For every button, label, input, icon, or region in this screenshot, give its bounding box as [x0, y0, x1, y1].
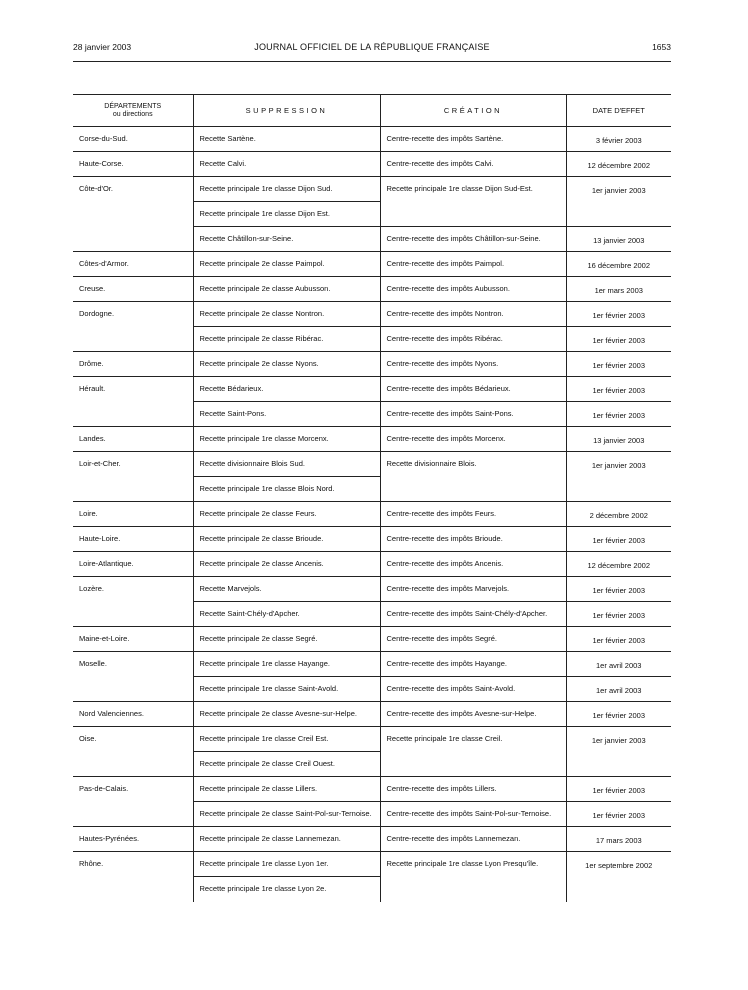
page-header — [73, 42, 671, 56]
departement-cell: Moselle. — [73, 652, 193, 702]
date-effet-cell: 1er février 2003 — [566, 377, 671, 402]
table-header-row — [73, 95, 671, 127]
suppression-cell: Recette principale 2e classe Segré. — [193, 627, 380, 652]
suppression-cell: Recette principale 2e classe Avesne-sur-Helpe. — [193, 702, 380, 727]
column-header-date-effet: DATE D'EFFET — [566, 95, 671, 127]
suppression-cell: Recette principale 1re classe Hayange. — [193, 652, 380, 677]
departement-cell: Dordogne. — [73, 302, 193, 352]
table-row — [73, 277, 671, 302]
departement-cell: Hérault. — [73, 377, 193, 427]
table-row — [73, 302, 671, 327]
suppression-cell: Recette Sartène. — [193, 127, 380, 152]
column-header-suppression: SUPPRESSION — [193, 95, 380, 127]
suppression-cell: Recette principale 2e classe Aubusson. — [193, 277, 380, 302]
table-row — [73, 652, 671, 677]
suppression-cell: Recette principale 1re classe Dijon Sud. — [193, 177, 380, 202]
suppression-cell: Recette principale 1re classe Saint-Avold. — [193, 677, 380, 702]
table-row — [73, 577, 671, 602]
departement-cell: Loire-Atlantique. — [73, 552, 193, 577]
suppression-cell: Recette principale 1re classe Morcenx. — [193, 427, 380, 452]
table-body — [73, 127, 671, 902]
table-row — [73, 727, 671, 752]
decree-table — [73, 94, 671, 902]
date-effet-cell: 12 décembre 2002 — [566, 152, 671, 177]
table-row — [73, 702, 671, 727]
table-row — [73, 252, 671, 277]
creation-cell: Centre-recette des impôts Paimpol. — [380, 252, 566, 277]
suppression-cell: Recette divisionnaire Blois Sud. — [193, 452, 380, 477]
suppression-cell: Recette principale 1re classe Lyon 1er. — [193, 852, 380, 877]
date-effet-cell: 1er février 2003 — [566, 602, 671, 627]
creation-cell: Centre-recette des impôts Ancenis. — [380, 552, 566, 577]
date-effet-cell: 1er février 2003 — [566, 527, 671, 552]
table-row — [73, 427, 671, 452]
date-effet-cell: 12 décembre 2002 — [566, 552, 671, 577]
table-row — [73, 627, 671, 652]
suppression-cell: Recette Calvi. — [193, 152, 380, 177]
suppression-cell: Recette Saint-Pons. — [193, 402, 380, 427]
suppression-cell: Recette principale 2e classe Saint-Pol-sur-Ternoise. — [193, 802, 380, 827]
creation-cell: Centre-recette des impôts Segré. — [380, 627, 566, 652]
table-row — [73, 352, 671, 377]
date-effet-cell: 1er janvier 2003 — [566, 177, 671, 227]
suppression-cell: Recette principale 2e classe Ancenis. — [193, 552, 380, 577]
suppression-cell: Recette principale 2e classe Lillers. — [193, 777, 380, 802]
creation-cell: Recette principale 1re classe Dijon Sud-Est. — [380, 177, 566, 227]
date-effet-cell: 1er mars 2003 — [566, 277, 671, 302]
departement-cell: Hautes-Pyrénées. — [73, 827, 193, 852]
date-effet-cell: 1er février 2003 — [566, 352, 671, 377]
suppression-cell: Recette principale 1re classe Dijon Est. — [193, 202, 380, 227]
column-header-departements-line2: ou directions — [112, 110, 153, 118]
departement-cell: Côte-d'Or. — [73, 177, 193, 252]
date-effet-cell: 1er février 2003 — [566, 327, 671, 352]
date-effet-cell: 1er avril 2003 — [566, 677, 671, 702]
creation-cell: Recette principale 1re classe Lyon Presqu'île. — [380, 852, 566, 902]
date-effet-cell: 3 février 2003 — [566, 127, 671, 152]
creation-cell: Centre-recette des impôts Ribérac. — [380, 327, 566, 352]
suppression-cell: Recette Saint-Chély-d'Apcher. — [193, 602, 380, 627]
creation-cell: Centre-recette des impôts Saint-Pol-sur-Ternoise. — [380, 802, 566, 827]
creation-cell: Centre-recette des impôts Bédarieux. — [380, 377, 566, 402]
suppression-cell: Recette principale 2e classe Nontron. — [193, 302, 380, 327]
suppression-cell: Recette principale 2e classe Ribérac. — [193, 327, 380, 352]
table-row — [73, 527, 671, 552]
creation-cell: Centre-recette des impôts Sartène. — [380, 127, 566, 152]
departement-cell: Lozère. — [73, 577, 193, 627]
table-row — [73, 502, 671, 527]
departement-cell: Creuse. — [73, 277, 193, 302]
date-effet-cell: 1er avril 2003 — [566, 652, 671, 677]
creation-cell: Centre-recette des impôts Saint-Chély-d'Apcher. — [380, 602, 566, 627]
suppression-cell: Recette principale 2e classe Nyons. — [193, 352, 380, 377]
creation-cell: Centre-recette des impôts Aubusson. — [380, 277, 566, 302]
date-effet-cell: 17 mars 2003 — [566, 827, 671, 852]
departement-cell: Corse-du-Sud. — [73, 127, 193, 152]
departement-cell: Côtes-d'Armor. — [73, 252, 193, 277]
date-effet-cell: 1er février 2003 — [566, 777, 671, 802]
departement-cell: Rhône. — [79, 859, 104, 868]
header-rule — [73, 61, 671, 62]
creation-cell: Centre-recette des impôts Lannemezan. — [380, 827, 566, 852]
suppression-cell: Recette principale 2e classe Paimpol. — [193, 252, 380, 277]
creation-cell: Centre-recette des impôts Brioude. — [380, 527, 566, 552]
suppression-cell: Recette principale 1re classe Blois Nord. — [193, 477, 380, 502]
creation-cell: Centre-recette des impôts Nontron. — [380, 302, 566, 327]
suppression-cell: Recette principale 1re classe Creil Est. — [193, 727, 380, 752]
creation-cell: Centre-recette des impôts Marvejols. — [380, 577, 566, 602]
journal-title: JOURNAL OFFICIEL DE LA RÉPUBLIQUE FRANÇAISE — [254, 42, 490, 52]
date-effet-cell: 13 janvier 2003 — [566, 227, 671, 252]
date-effet-cell: 1er février 2003 — [566, 702, 671, 727]
departement-cell: Loire. — [73, 502, 193, 527]
departement-cell: Oise. — [73, 727, 193, 777]
table-row — [73, 827, 671, 852]
table-row — [73, 127, 671, 152]
suppression-cell: Recette Bédarieux. — [193, 377, 380, 402]
departement-cell: Landes. — [73, 427, 193, 452]
date-effet-cell: 16 décembre 2002 — [566, 252, 671, 277]
table-row — [73, 777, 671, 802]
creation-cell: Centre-recette des impôts Châtillon-sur-Seine. — [380, 227, 566, 252]
creation-cell: Centre-recette des impôts Avesne-sur-Helpe. — [380, 702, 566, 727]
column-header-creation: CRÉATION — [380, 95, 566, 127]
creation-cell: Centre-recette des impôts Feurs. — [380, 502, 566, 527]
date-effet-cell: 13 janvier 2003 — [566, 427, 671, 452]
departement-cell: Haute-Corse. — [73, 152, 193, 177]
departement-cell: Loir-et-Cher. — [73, 452, 193, 502]
table-row — [73, 452, 671, 477]
creation-cell: Centre-recette des impôts Nyons. — [380, 352, 566, 377]
date-effet-cell: 2 décembre 2002 — [566, 502, 671, 527]
date-effet-cell: 1er septembre 2002 — [566, 852, 671, 902]
table-row — [73, 152, 671, 177]
date-effet-cell: 1er février 2003 — [566, 627, 671, 652]
suppression-cell: Recette Châtillon-sur-Seine. — [193, 227, 380, 252]
column-header-departements-line1: DÉPARTEMENTS — [104, 102, 162, 110]
table-row — [73, 377, 671, 402]
suppression-cell: Recette principale 2e classe Feurs. — [193, 502, 380, 527]
suppression-cell: Recette principale 2e classe Lannemezan. — [193, 827, 380, 852]
departement-cell: Haute-Loire. — [73, 527, 193, 552]
creation-cell: Recette principale 1re classe Creil. — [380, 727, 566, 777]
date-effet-cell: 1er février 2003 — [566, 402, 671, 427]
date-effet-cell: 1er février 2003 — [566, 577, 671, 602]
suppression-cell: Recette principale 1re classe Lyon 2e. — [193, 877, 380, 902]
departement-cell: Nord Valenciennes. — [73, 702, 193, 727]
creation-cell: Centre-recette des impôts Calvi. — [380, 152, 566, 177]
creation-cell: Recette divisionnaire Blois. — [380, 452, 566, 502]
departement-cell: Maine-et-Loire. — [73, 627, 193, 652]
column-header-departements — [73, 95, 193, 127]
date-effet-cell: 1er février 2003 — [566, 302, 671, 327]
page-number: 1653 — [652, 42, 671, 52]
table-row — [73, 852, 671, 877]
creation-cell: Centre-recette des impôts Morcenx. — [380, 427, 566, 452]
suppression-cell: Recette Marvejols. — [193, 577, 380, 602]
suppression-cell: Recette principale 2e classe Brioude. — [193, 527, 380, 552]
creation-cell: Centre-recette des impôts Saint-Pons. — [380, 402, 566, 427]
date-effet-cell: 1er janvier 2003 — [566, 727, 671, 777]
table-row — [73, 552, 671, 577]
issue-date: 28 janvier 2003 — [73, 42, 132, 52]
departement-cell: Pas-de-Calais. — [73, 777, 193, 827]
suppression-cell: Recette principale 2e classe Creil Ouest. — [193, 752, 380, 777]
creation-cell: Centre-recette des impôts Hayange. — [380, 652, 566, 677]
creation-cell: Centre-recette des impôts Saint-Avold. — [380, 677, 566, 702]
departement-cell: Drôme. — [73, 352, 193, 377]
table-row — [73, 177, 671, 202]
creation-cell: Centre-recette des impôts Lillers. — [380, 777, 566, 802]
date-effet-cell: 1er février 2003 — [566, 802, 671, 827]
date-effet-cell: 1er janvier 2003 — [566, 452, 671, 502]
